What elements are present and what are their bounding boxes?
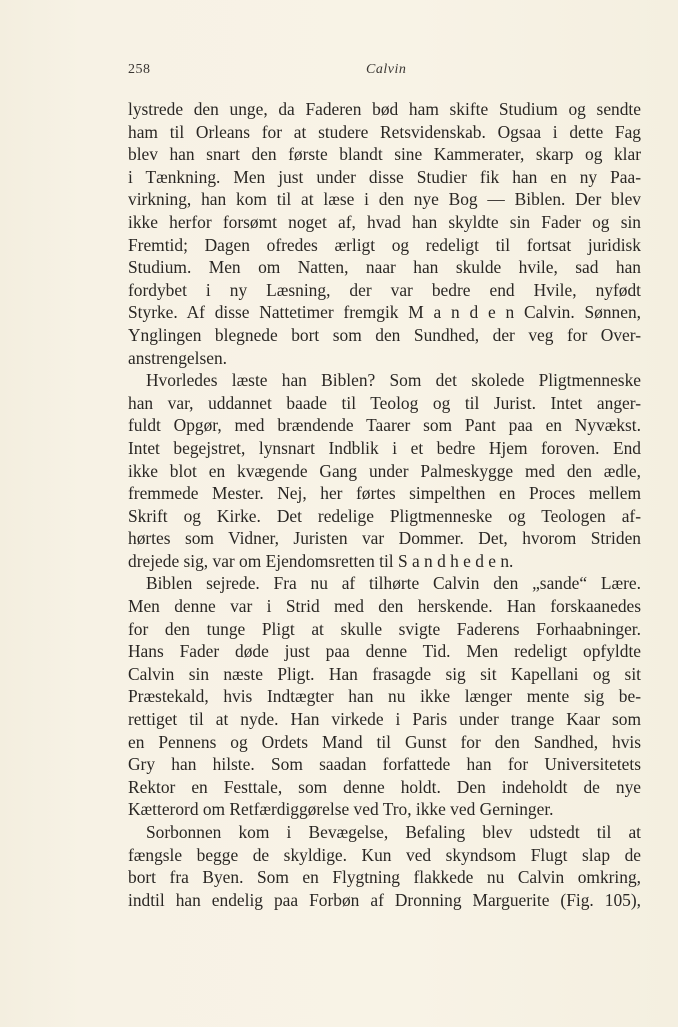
text-line: ikke blot en kvægende Gang under Palmeskygge med den ædle,: [128, 460, 641, 481]
paragraph-end-line: drejede sig, var om Ejendomsretten til S a n d h e d e n.: [128, 550, 514, 571]
paragraph-start-line: Biblen sejrede. Fra nu af tilhørte Calvin den „sande“ Lære.: [146, 573, 641, 594]
text-line: fængsle begge de skyldige. Kun ved skyndsom Flugt slap de: [128, 844, 641, 865]
paragraph-end-line: anstrengelsen.: [128, 347, 227, 368]
paragraph-end-line: Kætterord om Retfærdiggørelse ved Tro, ikke ved Gerninger.: [128, 799, 554, 820]
text-line: Fremtid; Dagen ofredes ærligt og redeligt til fortsat juridisk: [128, 234, 641, 255]
text-line: fremmede Mester. Nej, her førtes simpelthen en Proces mellem: [128, 483, 641, 504]
text-line: ikke herfor forsømt noget af, hvad han skyldte sin Fader og sin: [128, 211, 641, 232]
text-line: Calvin sin næste Pligt. Han frasagde sig sit Kapellani og sit: [128, 663, 641, 684]
text-line: ham til Orleans for at studere Retsvidenskab. Ogsaa i dette Fag: [128, 121, 641, 142]
text-line: Hans Fader døde just paa denne Tid. Men redeligt opfyldte: [128, 641, 641, 662]
text-line: virkning, han kom til at læse i den nye Bog — Biblen. Der blev: [128, 189, 641, 210]
text-line: Skrift og Kirke. Det redelige Pligtmenneske og Teologen af-: [128, 505, 641, 526]
text-line: indtil han endelig paa Forbøn af Dronning Marguerite (Fig. 105),: [128, 889, 641, 910]
text-line: Gry han hilste. Som saadan forfattede han for Universitetets: [128, 754, 641, 775]
text-line: Præstekald, hvis Indtægter han nu ikke længer mente sig be-: [128, 686, 641, 707]
text-line: en Pennens og Ordets Mand til Gunst for den Sandhed, hvis: [128, 731, 641, 752]
text-line: fuldt Opgør, med brændende Taarer som Pant paa en Nyvækst.: [128, 415, 641, 436]
text-line: rettiget til at nyde. Han virkede i Paris under trange Kaar som: [128, 709, 641, 730]
text-line: Studium. Men om Natten, naar han skulde hvile, sad han: [128, 257, 641, 278]
text-line: for den tunge Pligt at skulle svigte Faderens Forhaabninger.: [128, 618, 641, 639]
text-line: Styrke. Af disse Nattetimer fremgik M a n d e n Calvin. Sønnen,: [128, 302, 641, 323]
paragraph-start-line: Sorbonnen kom i Bevægelse, Befaling blev udstedt til at: [146, 822, 641, 842]
text-line: hørtes som Vidner, Juristen var Dommer. Det, hvorom Striden: [128, 528, 641, 549]
text-line: Men denne var i Strid med den herskende. Han forskaanedes: [128, 596, 641, 617]
text-line: fordybet i ny Læsning, der var bedre end Hvile, nyfødt: [128, 279, 641, 300]
body-text: [128, 98, 641, 911]
text-line: blev han snart den første blandt sine Kammerater, skarp og klar: [128, 144, 641, 165]
page-header: [128, 62, 641, 84]
text-line: bort fra Byen. Som en Flygtning flakkede nu Calvin omkring,: [128, 867, 641, 888]
text-line: Rektor en Festtale, som denne holdt. Den indeholdt de nye: [128, 776, 641, 797]
running-title: Calvin: [366, 62, 407, 77]
text-line: han var, uddannet baade til Teolog og til Jurist. Intet anger-: [128, 392, 641, 413]
text-line: lystrede den unge, da Faderen bød ham skifte Studium og sendte: [128, 99, 641, 119]
page-number: 258: [128, 62, 151, 77]
text-line: i Tænkning. Men just under disse Studier fik han en ny Paa-: [128, 166, 641, 187]
text-line: Intet begejstret, lynsnart Indblik i et bedre Hjem foroven. End: [128, 437, 641, 458]
text-line: Ynglingen blegnede bort som den Sundhed, der veg for Over-: [128, 324, 641, 345]
paragraph-start-line: Hvorledes læste han Biblen? Som det skolede Pligtmenneske: [146, 370, 641, 391]
